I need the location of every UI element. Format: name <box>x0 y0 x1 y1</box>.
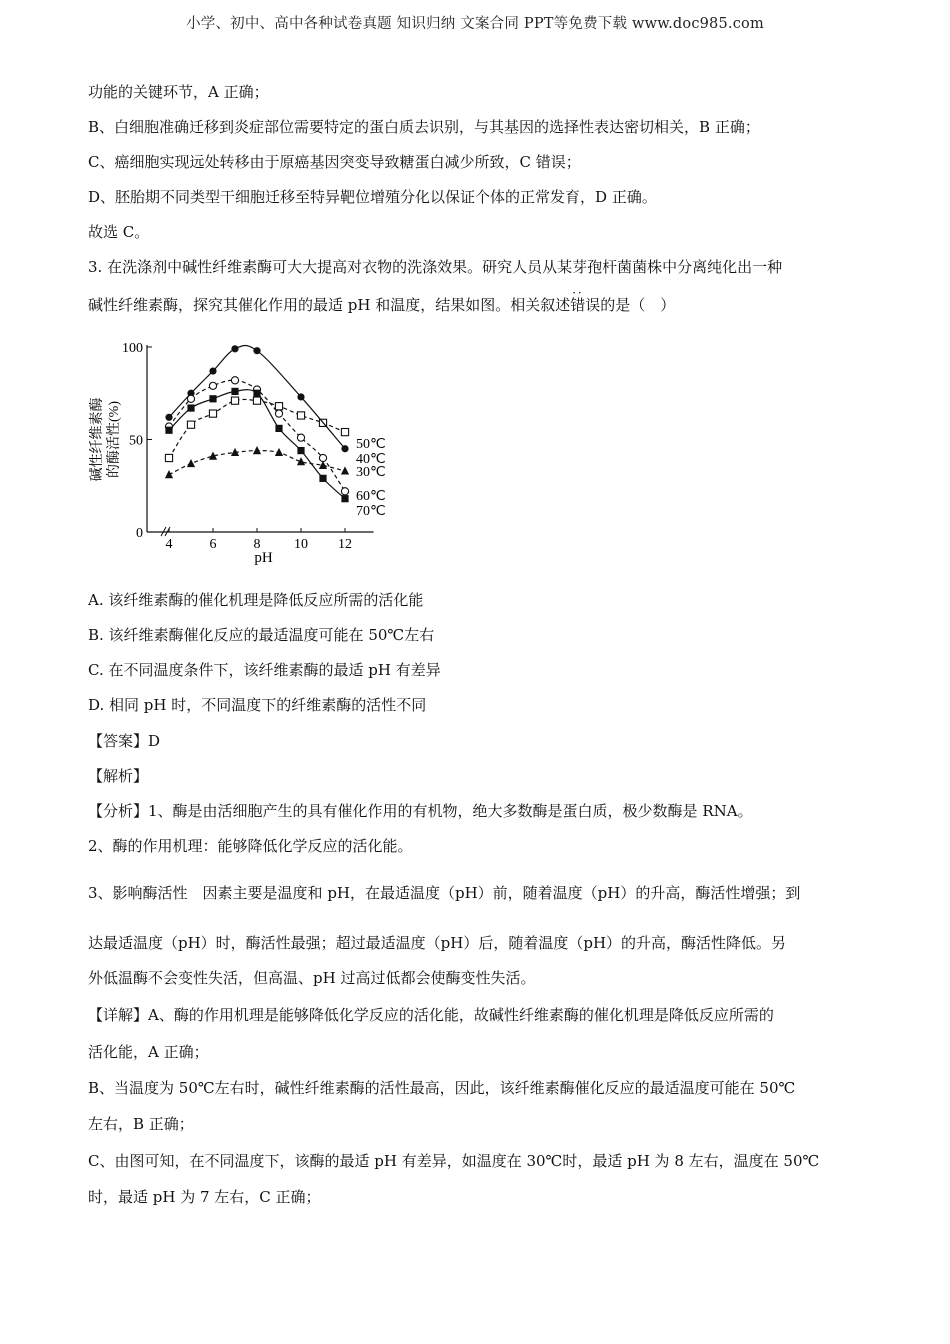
data-point-70c <box>319 475 326 482</box>
series-label-30c: 30℃ <box>356 464 386 480</box>
data-point-40c <box>275 403 282 410</box>
data-point-40c <box>341 429 348 436</box>
prev-line-4: D、胚胎期不同类型干细胞迁移至特异靶位增殖分化以保证个体的正常发育，D 正确。 <box>88 188 657 206</box>
data-point-60c <box>209 382 216 389</box>
data-point-50c <box>341 445 348 452</box>
series-label-70c: 70℃ <box>356 503 386 519</box>
prev-line-1: 功能的关键环节，A 正确； <box>88 83 269 101</box>
option-d: D. 相同 pH 时，不同温度下的纤维素酶的活性不同 <box>88 696 427 714</box>
data-point-40c <box>165 454 172 461</box>
series-label-60c: 60℃ <box>356 489 386 504</box>
analysis-line-3: 3、影响酶活性 因素主要是温度和 pH，在最适温度（pH）前，随着温度（pH）的升高，酶活性增强；到 <box>88 884 801 902</box>
data-point-40c <box>187 421 194 428</box>
series-line-30c <box>169 451 345 475</box>
detail-line-2: 活化能，A 正确； <box>88 1043 209 1061</box>
question-text-c: 的是（ ） <box>600 296 676 314</box>
detail-line-5: C、由图可知，在不同温度下，该酶的最适 pH 有差异，如温度在 30℃时，最适 pH 为 8 左右，温度在 50℃ <box>88 1152 820 1170</box>
data-point-50c <box>209 367 216 374</box>
option-a: A. 该纤维素酶的催化机理是降低反应所需的活化能 <box>88 591 424 609</box>
x-tick-label: 10 <box>294 537 308 552</box>
question-line-2 <box>88 295 675 315</box>
detail-line-3: B、当温度为 50℃左右时，碱性纤维素酶的活性最高，因此，该纤维素酶催化反应的最适温度可能在 50℃ <box>88 1079 796 1097</box>
series-line-70c <box>169 390 345 499</box>
y-tick-label: 100 <box>122 341 143 356</box>
data-point-30c <box>275 448 283 456</box>
data-point-30c <box>165 470 173 478</box>
prev-line-5: 故选 C。 <box>88 223 150 241</box>
y-axis-label: 碱性纤维素酶 <box>90 397 105 482</box>
prev-line-3: C、癌细胞实现远处转移由于原癌基因突变导致糖蛋白减少所致，C 错误； <box>88 153 581 171</box>
x-tick-label: 6 <box>209 537 217 552</box>
analysis-title: 【解析】 <box>88 767 149 785</box>
data-point-70c <box>231 388 238 395</box>
x-tick-label: 8 <box>253 537 261 552</box>
series-label-50c: 50℃ <box>356 437 386 453</box>
analysis-line-5: 外低温酶不会变性失活，但高温、pH 过高过低都会使酶变性失活。 <box>88 969 536 987</box>
data-point-40c <box>231 397 238 404</box>
y-axis-label: 的酶活性(%) <box>107 401 122 478</box>
data-point-70c <box>341 495 348 502</box>
data-point-70c <box>209 395 216 402</box>
detail-line-1: 【详解】A、酶的作用机理是能够降低化学反应的活化能，故碱性纤维素酶的催化机理是降低反应所需的 <box>88 1006 774 1024</box>
data-point-50c <box>253 347 260 354</box>
analysis-line-4: 达最适温度（pH）时，酶活性最强；超过最适温度（pH）后，随着温度（pH）的升高，酶活性降低。另 <box>88 934 787 952</box>
data-point-50c <box>231 345 238 352</box>
data-point-70c <box>187 404 194 411</box>
data-point-70c <box>297 447 304 454</box>
data-point-50c <box>297 393 304 400</box>
data-point-70c <box>275 425 282 432</box>
y-tick-label: 0 <box>136 526 143 541</box>
data-point-40c <box>253 397 260 404</box>
x-axis-label: pH <box>254 550 273 566</box>
enzyme-activity-chart <box>88 332 418 567</box>
data-point-40c <box>209 410 216 417</box>
data-point-60c <box>231 377 238 384</box>
question-line-1: 3. 在洗涤剂中碱性纤维素酶可大大提高对衣物的洗涤效果。研究人员从某芽孢杆菌菌株中分离纯化出一种 <box>88 258 783 276</box>
answer: 【答案】D <box>88 732 161 750</box>
x-tick-label: 12 <box>338 537 352 552</box>
site-header: 小学、初中、高中各种试卷真题 知识归纳 文案合同 PPT等免费下载 www.doc985.com <box>186 16 764 32</box>
y-tick-label: 50 <box>129 433 143 449</box>
analysis-line-1: 【分析】1、酶是由活细胞产生的具有催化作用的有机物，绝大多数酶是蛋白质，极少数酶是 RNA。 <box>88 802 753 820</box>
data-point-60c <box>275 410 282 417</box>
series-label-40c: 40℃ <box>356 452 386 467</box>
question-text-a: 碱性纤维素酶，探究其催化作用的最适 pH 和温度，结果如图。相关叙述 <box>88 296 571 314</box>
question-emphasis: · · 错误 <box>570 296 600 314</box>
data-point-60c <box>297 434 304 441</box>
data-point-50c <box>165 414 172 421</box>
analysis-line-2: 2、酶的作用机理：能够降低化学反应的活化能。 <box>88 837 413 855</box>
prev-line-2: B、白细胞准确迁移到炎症部位需要特定的蛋白质去识别，与其基因的选择性表达密切相关，B 正确； <box>88 118 760 136</box>
detail-line-4: 左右，B 正确； <box>88 1115 194 1133</box>
data-point-30c <box>341 466 349 474</box>
data-point-70c <box>165 427 172 434</box>
data-point-30c <box>187 459 195 467</box>
data-point-70c <box>253 390 260 397</box>
data-point-60c <box>187 395 194 402</box>
data-point-30c <box>253 446 261 454</box>
data-point-60c <box>341 488 348 495</box>
detail-line-6: 时，最适 pH 为 7 左右，C 正确； <box>88 1188 321 1206</box>
option-c: C. 在不同温度条件下，该纤维素酶的最适 pH 有差异 <box>88 661 441 679</box>
x-tick-label: 4 <box>165 537 173 552</box>
data-point-40c <box>297 412 304 419</box>
data-point-60c <box>319 454 326 461</box>
option-b: B. 该纤维素酶催化反应的最适温度可能在 50℃左右 <box>88 626 435 644</box>
